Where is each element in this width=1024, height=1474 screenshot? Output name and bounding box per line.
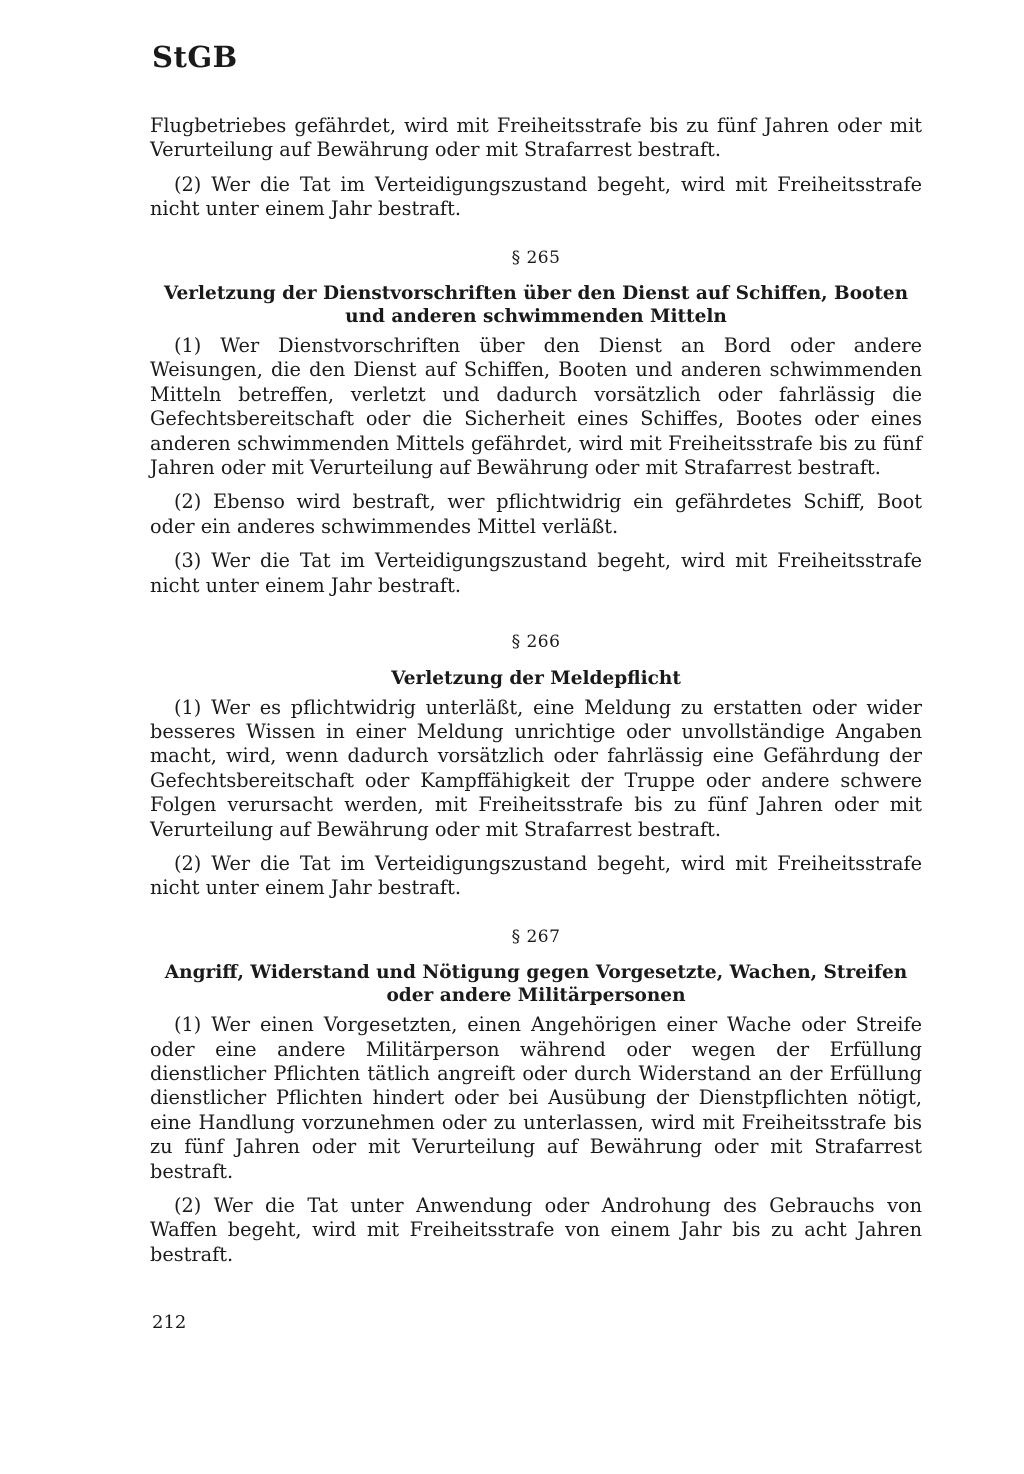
section-title (150, 282, 922, 328)
intro-paragraph-2: (2) Wer die Tat im Verteidigungszustand begeht, wird mit Freiheitsstrafe nicht unter einem Jahr bestraft. (150, 172, 922, 221)
page-header: StGB (152, 40, 238, 74)
page-content (150, 114, 922, 1267)
section-title-line: Verletzung der Meldepflicht (391, 667, 681, 689)
section-paragraph: (2) Ebenso wird bestraft, wer pflichtwidrig ein gefährdetes Schiff, Boot oder ein anderes schwimmendes Mittel verläßt. (150, 490, 922, 538)
section-title-line: Angriff, Widerstand und Nötigung gegen Vorgesetzte, Wachen, Streifen (164, 962, 908, 984)
intro-paragraph-1: Flugbetriebes gefährdet, wird mit Freiheitsstrafe bis zu fünf Jahren oder mit Verurteilung auf Bewährung oder mit Strafarrest bestraft. (150, 114, 922, 162)
section-paragraph: (2) Wer die Tat unter Anwendung oder Androhung des Gebrauchs von Waffen begeht, wird mit Freiheitsstrafe von einem Jahr bis zu acht Jahren bestraft. (150, 1194, 922, 1266)
section-number: § 266 (511, 632, 561, 653)
section-number: § 265 (511, 247, 561, 268)
section-number: § 267 (511, 926, 561, 947)
page-number: 212 (152, 1312, 187, 1333)
section-title-line: und anderen schwimmenden Mitteln (345, 306, 727, 328)
section-paragraph: (1) Wer einen Vorgesetzten, einen Angehörigen einer Wache oder Streife oder eine andere Militärperson während oder wegen der Erfüllung dienstlicher Pflichten tätlich angreift oder durch Widerstand an der Erfüllung dienstlicher Pflichten hindert oder bei Ausübung der Dienstpflichten nötigt, eine Handlung vorzunehmen oder zu unterlassen, wird mit Freiheitsstrafe bis zu fünf Jahren oder mit Verurteilung auf Bewährung oder mit Strafarrest bestraft. (150, 1013, 922, 1183)
section-paragraph: (2) Wer die Tat im Verteidigungszustand begeht, wird mit Freiheitsstrafe nicht unter einem Jahr bestraft. (150, 851, 922, 900)
section-paragraph: (3) Wer die Tat im Verteidigungszustand begeht, wird mit Freiheitsstrafe nicht unter einem Jahr bestraft. (150, 549, 922, 597)
section-paragraph: (1) Wer es pflichtwidrig unterläßt, eine Meldung zu erstatten oder wider besseres Wissen in einer Meldung unrichtige oder unvollständige Angaben macht, wird, wenn dadurch vorsätzlich oder fahrlässig eine Gefährdung der Gefechtsbereitschaft oder Kampffähigkeit der Truppe oder andere schwere Folgen verursacht werden, mit Freiheitsstrafe bis zu fünf Jahren oder mit Verurteilung auf Bewährung oder mit Strafarrest bestraft. (150, 695, 922, 841)
section-title (150, 961, 922, 1007)
section-paragraph: (1) Wer Dienstvorschriften über den Dienst an Bord oder andere Weisungen, die den Dienst auf Schiffen, Booten und anderen schwimmenden Mitteln betreffen, verletzt und dadurch vorsätzlich oder fahrlässig die Gefechtsbereitschaft oder die Sicherheit eines Schiffes, Bootes oder eines anderen schwimmenden Mittels gefährdet, wird mit Freiheitsstrafe bis zu fünf Jahren oder mit Verurteilung auf Bewährung oder mit Strafarrest bestraft. (150, 334, 922, 480)
section-title-line: oder andere Militärpersonen (386, 985, 686, 1007)
section-title-line: Verletzung der Dienstvorschriften über den Dienst auf Schiffen, Booten (163, 283, 909, 305)
section-title (150, 667, 922, 690)
